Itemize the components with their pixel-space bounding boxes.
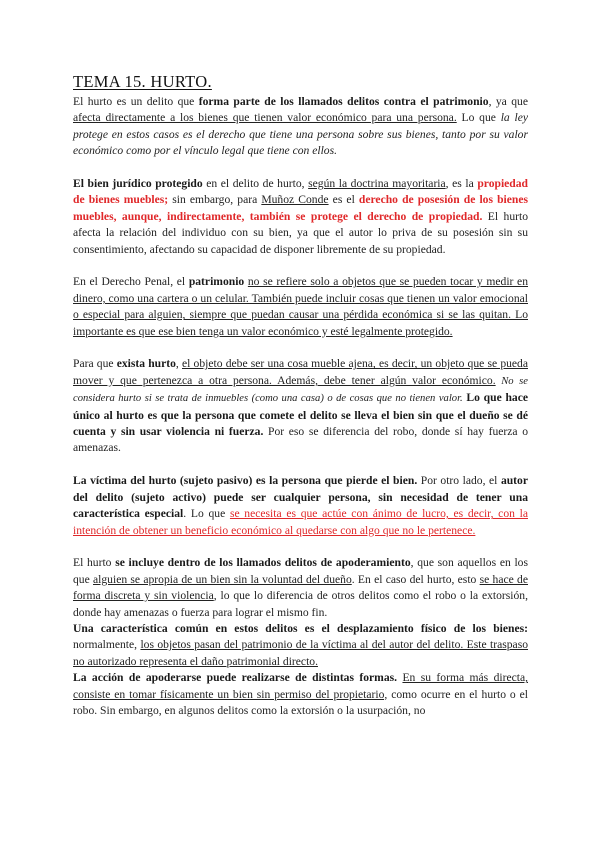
paragraph-sujetos: La víctima del hurto (sujeto pasivo) es la persona que pierde el bien. Por otro lado, el autor del delito (sujeto activo) puede ser cualquier persona, sin necesidad de tener una característica especial. Lo que se necesita es que actúe con ánimo de lucro, es decir, con la intención de obtener un beneficio económico al quedarse con algo que no le pertenece. — [73, 474, 528, 537]
paragraph-apoderamiento: El hurto se incluye dentro de los llamados delitos de apoderamiento, que son aquellos en los que alguien se apropia de un bien sin la voluntad del dueño. En el caso del hurto, esto se hace de forma discreta y sin violencia, lo que lo diferencia de otros delitos como el robo o la extorsión, donde hay amenazas o fuerza para lograr el mismo fin. — [73, 556, 528, 619]
paragraph-patrimonio: En el Derecho Penal, el patrimonio no se refiere solo a objetos que se pueden tocar y medir en dinero, como una cartera o un celular. También puede incluir cosas que tienen un valor emocional o especial para alguien, siempre que puedan causar una pérdida económica si se las quitan. Lo importante es que ese bien tenga un valor económico y esté legalmente protegido. — [73, 275, 528, 338]
page-title: TEMA 15. HURTO. — [73, 72, 212, 91]
paragraph-accion: La acción de apoderarse puede realizarse de distintas formas. En su forma más directa, consiste en tomar físicamente un bien sin permiso del propietario, como ocurre en el hurto o el robo. Sin embargo, en algunos delitos como la extorsión o la usurpación, no — [73, 671, 529, 717]
paragraph-intro: El hurto es un delito que forma parte de los llamados delitos contra el patrimonio, ya que afecta directamente a los bienes que tienen valor económico para una persona. Lo que la ley protege en estos casos es el derecho que tiene una persona sobre sus bienes, tanto por su valor económico como por el vínculo legal que tiene con ellos. — [73, 95, 528, 158]
paragraph-desplazamiento: Una característica común en estos delitos es el desplazamiento físico de los bienes: normalmente, los objetos pasan del patrimonio de la víctima al del autor del delito. Este traspaso no autorizado representa el daño patrimonial directo. — [73, 621, 529, 668]
paragraph-bien-juridico: El bien jurídico protegido en el delito de hurto, según la doctrina mayoritaria, es la propiedad de bienes muebles; sin embargo, para Muñoz Conde es el derecho de posesión de los bienes muebles, aunque, indirectamente, también se protege el derecho de propiedad. El hurto afecta la relación del individuo con su bien, ya que el autor lo priva de su posesión sin su consentimiento, afectando su capacidad de disponer libremente de su propiedad. — [73, 177, 529, 256]
paragraph-existencia-hurto: Para que exista hurto, el objeto debe ser una cosa mueble ajena, es decir, un objeto que se pueda mover y que pertenezca a otra persona. Además, debe tener algún valor económico. No se considera hurto si se trata de inmuebles (como una casa) o de cosas que no tienen valor. Lo que hace único al hurto es que la persona que comete el delito se lleva el bien sin que el dueño se dé cuenta y sin usar violencia ni fuerza. Por eso se diferencia del robo, donde sí hay fuerza o amenazas. — [73, 357, 529, 455]
